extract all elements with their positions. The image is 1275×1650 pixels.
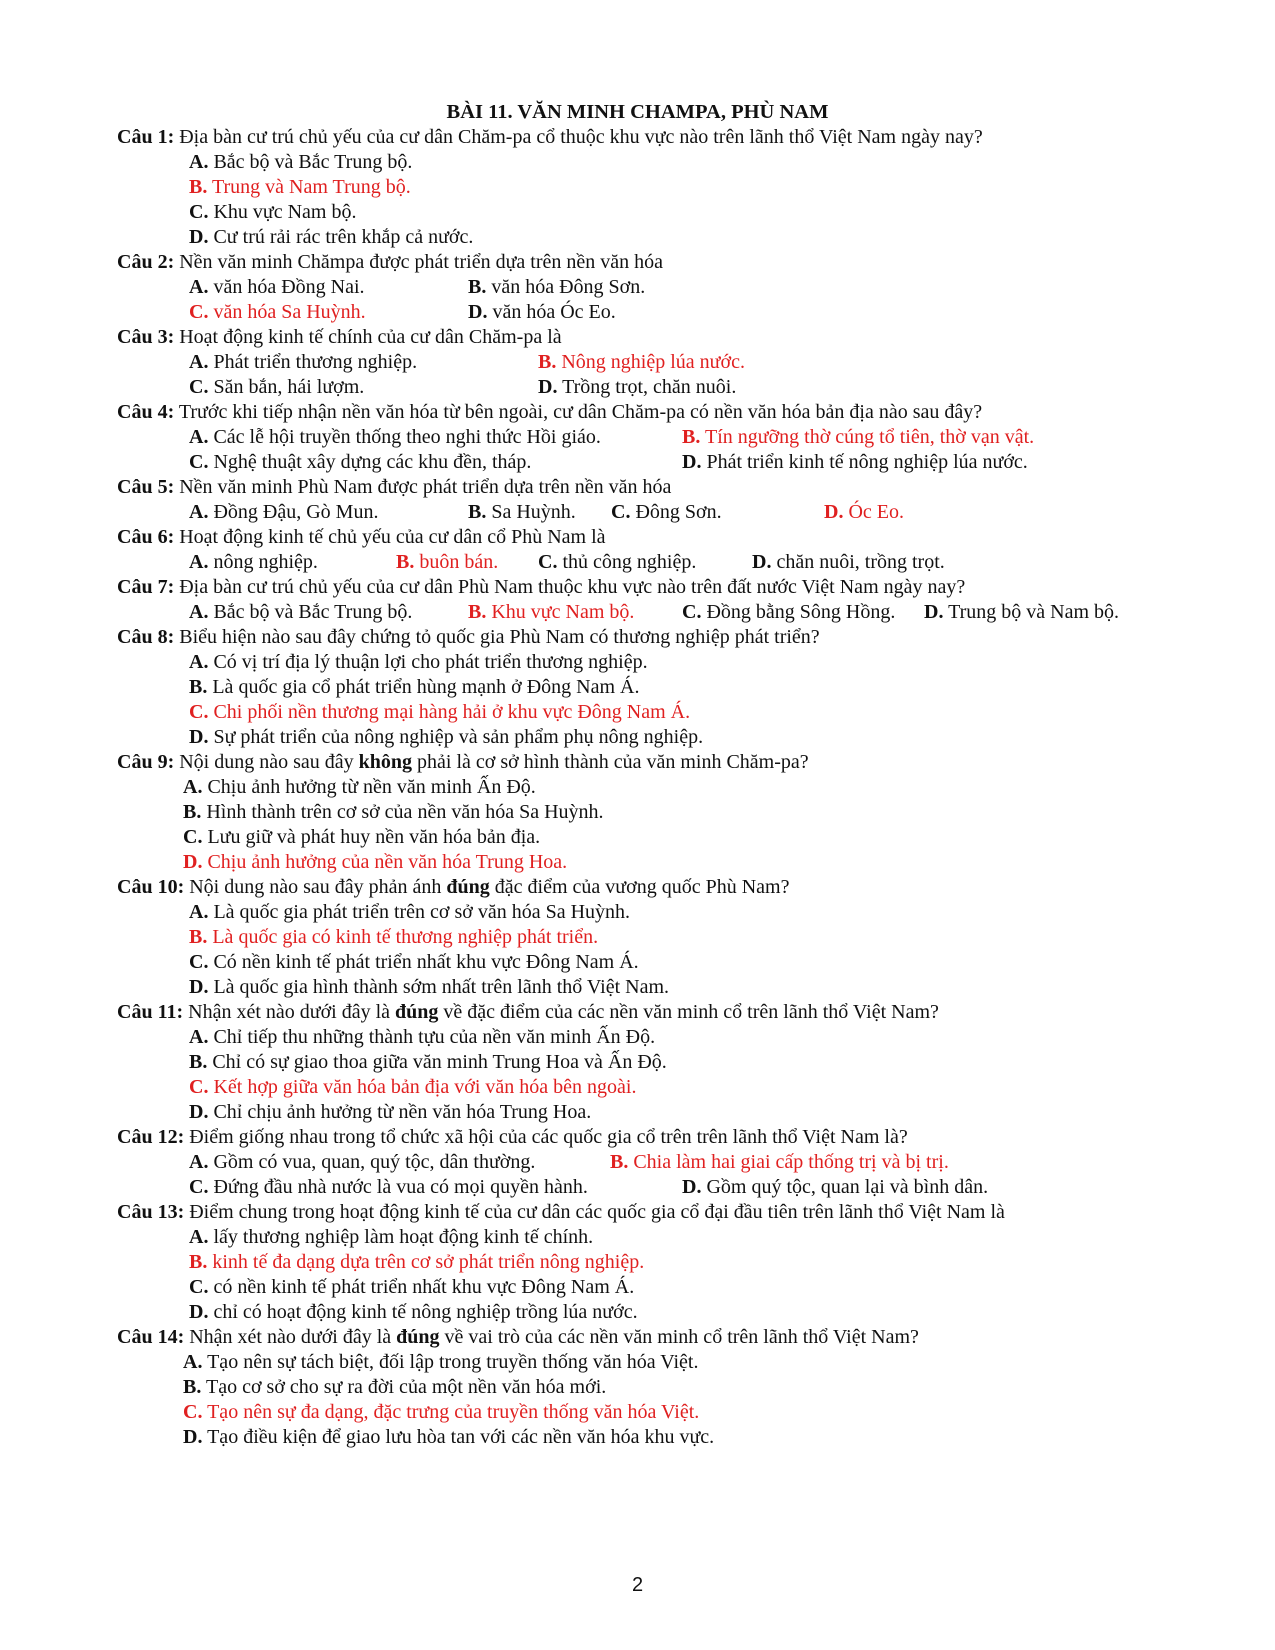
option-text: Đông Sơn. bbox=[635, 501, 722, 523]
option-text: Sa Huỳnh. bbox=[491, 501, 576, 523]
option-letter: C. bbox=[189, 201, 209, 223]
option-letter: A. bbox=[189, 651, 209, 673]
option-text: Chỉ chịu ảnh hưởng từ nền văn hóa Trung Hoa. bbox=[213, 1101, 592, 1123]
question-text bbox=[179, 751, 808, 773]
option-text: Các lễ hội truyền thống theo nghi thức Hồi giáo. bbox=[213, 426, 601, 448]
question-4 bbox=[117, 399, 982, 425]
answer-option-a[interactable] bbox=[183, 1349, 698, 1375]
option-letter: A. bbox=[189, 551, 209, 573]
question-text bbox=[179, 326, 561, 348]
option-letter: D. bbox=[924, 601, 944, 623]
option-letter: B. bbox=[610, 1151, 629, 1173]
question-text-part: Nhận xét nào dưới đây là bbox=[188, 1001, 396, 1023]
option-letter: B. bbox=[189, 176, 208, 198]
option-text: Đồng bằng Sông Hồng. bbox=[706, 601, 896, 623]
question-text-part: Nội dung nào sau đây phản ánh bbox=[189, 876, 447, 898]
question-text-part: Trước khi tiếp nhận nền văn hóa từ bên ngoài, cư dân Chăm-pa có nền văn hóa bản địa nào sau đây? bbox=[178, 401, 983, 423]
question-13 bbox=[117, 1199, 1005, 1225]
answer-option-b[interactable] bbox=[468, 499, 576, 525]
option-text: Óc Eo. bbox=[848, 501, 904, 523]
option-letter: C. bbox=[189, 451, 209, 473]
option-letter: C. bbox=[538, 551, 558, 573]
option-letter: B. bbox=[189, 1051, 208, 1073]
option-text: Gồm quý tộc, quan lại và bình dân. bbox=[706, 1176, 989, 1198]
question-text-part: Địa bàn cư trú chủ yếu của cư dân Chăm-pa cổ thuộc khu vực nào trên lãnh thổ Việt Nam ngày nay? bbox=[179, 126, 983, 148]
option-letter: D. bbox=[682, 451, 702, 473]
option-letter: B. bbox=[189, 676, 208, 698]
answer-option-a[interactable] bbox=[189, 499, 378, 525]
answer-option-b[interactable] bbox=[183, 799, 604, 825]
option-text: Nghệ thuật xây dựng các khu đền, tháp. bbox=[213, 451, 532, 473]
option-text: Phát triển thương nghiệp. bbox=[213, 351, 418, 373]
option-text: Tạo cơ sở cho sự ra đời của một nền văn hóa mới. bbox=[205, 1376, 607, 1398]
option-text: Tạo nên sự đa dạng, đặc trưng của truyền thống văn hóa Việt. bbox=[207, 1401, 700, 1423]
question-5 bbox=[117, 474, 671, 500]
answer-option-d[interactable] bbox=[538, 374, 736, 400]
answer-option-b[interactable] bbox=[538, 349, 745, 375]
answer-option-d[interactable] bbox=[189, 1299, 638, 1325]
answer-option-d[interactable] bbox=[682, 449, 1028, 475]
option-text: Khu vực Nam bộ. bbox=[213, 201, 357, 223]
option-text: Là quốc gia cổ phát triển hùng mạnh ở Đông Nam Á. bbox=[212, 676, 640, 698]
answer-option-b[interactable] bbox=[610, 1149, 949, 1175]
option-text: chăn nuôi, trồng trọt. bbox=[776, 551, 945, 573]
answer-option-a[interactable] bbox=[189, 599, 412, 625]
question-text-part: về đặc điểm của các nền văn minh cổ trên lãnh thổ Việt Nam? bbox=[438, 1001, 939, 1023]
page-title: BÀI 11. VĂN MINH CHAMPA, PHÙ NAM bbox=[446, 101, 829, 123]
answer-option-c[interactable] bbox=[183, 1399, 699, 1425]
question-text-part: về vai trò của các nền văn minh cổ trên lãnh thổ Việt Nam? bbox=[439, 1326, 919, 1348]
question-11 bbox=[117, 999, 939, 1025]
answer-option-c[interactable] bbox=[189, 949, 639, 975]
emphasis-word: đúng bbox=[396, 1326, 440, 1348]
option-letter: B. bbox=[468, 276, 487, 298]
option-text: Đồng Đậu, Gò Mun. bbox=[213, 501, 379, 523]
option-letter: B. bbox=[468, 601, 487, 623]
option-text: Là quốc gia phát triển trên cơ sở văn hóa Sa Huỳnh. bbox=[213, 901, 631, 923]
question-text bbox=[179, 126, 982, 148]
option-letter: D. bbox=[752, 551, 772, 573]
question-text-part: Hoạt động kinh tế chính của cư dân Chăm-pa là bbox=[179, 326, 562, 348]
option-letter: B. bbox=[396, 551, 415, 573]
answer-option-a[interactable] bbox=[189, 424, 601, 450]
answer-option-d[interactable] bbox=[682, 1174, 988, 1200]
option-text: văn hóa Đồng Nai. bbox=[213, 276, 365, 298]
question-text bbox=[189, 1201, 1005, 1223]
answer-option-c[interactable] bbox=[189, 299, 366, 325]
question-text-part: Nền văn minh Chămpa được phát triển dựa trên nền văn hóa bbox=[179, 251, 664, 273]
option-text: Chịu ảnh hưởng từ nền văn minh Ấn Độ. bbox=[207, 776, 536, 798]
option-letter: A. bbox=[189, 1026, 209, 1048]
option-letter: A. bbox=[189, 1151, 209, 1173]
question-number: Câu 2: bbox=[117, 251, 175, 273]
question-12 bbox=[117, 1124, 908, 1150]
option-letter: A. bbox=[189, 601, 209, 623]
option-text: có nền kinh tế phát triển nhất khu vực Đông Nam Á. bbox=[213, 1276, 635, 1298]
option-text: Bắc bộ và Bắc Trung bộ. bbox=[213, 151, 413, 173]
option-text: Trung bộ và Nam bộ. bbox=[948, 601, 1120, 623]
option-text: Tạo nên sự tách biệt, đối lập trong truyền thống văn hóa Việt. bbox=[207, 1351, 699, 1373]
option-letter: B. bbox=[183, 801, 202, 823]
question-number: Câu 9: bbox=[117, 751, 175, 773]
question-text bbox=[179, 626, 819, 648]
option-text: Hình thành trên cơ sở của nền văn hóa Sa Huỳnh. bbox=[206, 801, 604, 823]
option-text: Chia làm hai giai cấp thống trị và bị trị. bbox=[633, 1151, 949, 1173]
question-9 bbox=[117, 749, 809, 775]
option-text: Có vị trí địa lý thuận lợi cho phát triển thương nghiệp. bbox=[213, 651, 648, 673]
option-text: Là quốc gia hình thành sớm nhất trên lãnh thổ Việt Nam. bbox=[213, 976, 670, 998]
answer-option-d[interactable] bbox=[189, 974, 669, 1000]
question-number: Câu 5: bbox=[117, 476, 175, 498]
question-number: Câu 3: bbox=[117, 326, 175, 348]
answer-option-b[interactable] bbox=[468, 599, 634, 625]
option-text: buôn bán. bbox=[419, 551, 499, 573]
question-number: Câu 12: bbox=[117, 1126, 185, 1148]
question-text-part: phải là cơ sở hình thành của văn minh Chăm-pa? bbox=[412, 751, 809, 773]
question-text-part: Điểm giống nhau trong tổ chức xã hội của các quốc gia cổ trên trên lãnh thổ Việt Nam là? bbox=[189, 1126, 908, 1148]
option-text: văn hóa Đông Sơn. bbox=[491, 276, 646, 298]
option-letter: A. bbox=[183, 1351, 203, 1373]
option-text: thủ công nghiệp. bbox=[562, 551, 697, 573]
question-text-part: Nhận xét nào dưới đây là bbox=[189, 1326, 397, 1348]
answer-option-c[interactable] bbox=[189, 449, 531, 475]
question-number: Câu 8: bbox=[117, 626, 175, 648]
option-letter: A. bbox=[189, 151, 209, 173]
answer-option-c[interactable] bbox=[189, 374, 364, 400]
option-letter: C. bbox=[183, 1401, 203, 1423]
option-letter: D. bbox=[189, 1101, 209, 1123]
option-letter: D. bbox=[682, 1176, 702, 1198]
option-letter: A. bbox=[189, 501, 209, 523]
answer-option-c[interactable] bbox=[189, 1274, 634, 1300]
question-number: Câu 10: bbox=[117, 876, 185, 898]
question-text bbox=[179, 401, 982, 423]
question-number: Câu 14: bbox=[117, 1326, 185, 1348]
answer-option-a[interactable] bbox=[189, 1149, 535, 1175]
question-1 bbox=[117, 124, 983, 150]
option-letter: A. bbox=[189, 276, 209, 298]
option-letter: C. bbox=[183, 826, 203, 848]
question-text-part: Địa bàn cư trú chủ yếu của cư dân Phù Nam thuộc khu vực nào trên đất nước Việt Nam ngày nay? bbox=[179, 576, 966, 598]
answer-option-d[interactable] bbox=[468, 299, 616, 325]
option-text: Đứng đầu nhà nước là vua có mọi quyền hành. bbox=[213, 1176, 588, 1198]
option-text: Săn bắn, hái lượm. bbox=[213, 376, 365, 398]
option-letter: D. bbox=[468, 301, 488, 323]
question-text bbox=[188, 1001, 939, 1023]
answer-option-b[interactable] bbox=[682, 424, 1034, 450]
question-text-part: Nội dung nào sau đây bbox=[179, 751, 359, 773]
option-text: văn hóa Óc Eo. bbox=[492, 301, 616, 323]
answer-option-b[interactable] bbox=[183, 1374, 606, 1400]
question-text bbox=[179, 526, 605, 548]
question-text bbox=[179, 251, 663, 273]
option-letter: D. bbox=[538, 376, 558, 398]
option-text: Là quốc gia có kinh tế thương nghiệp phát triển. bbox=[212, 926, 599, 948]
question-number: Câu 4: bbox=[117, 401, 175, 423]
answer-option-c[interactable] bbox=[189, 699, 690, 725]
option-letter: D. bbox=[189, 226, 209, 248]
option-letter: B. bbox=[538, 351, 557, 373]
question-8 bbox=[117, 624, 820, 650]
answer-option-d[interactable] bbox=[183, 1424, 714, 1450]
option-text: Phát triển kinh tế nông nghiệp lúa nước. bbox=[706, 451, 1028, 473]
option-letter: C. bbox=[189, 701, 209, 723]
option-text: chỉ có hoạt động kinh tế nông nghiệp trồng lúa nước. bbox=[213, 1301, 638, 1323]
answer-option-c[interactable] bbox=[189, 199, 357, 225]
option-text: Nông nghiệp lúa nước. bbox=[561, 351, 745, 373]
option-text: Trung và Nam Trung bộ. bbox=[211, 176, 411, 198]
option-text: Sự phát triển của nông nghiệp và sản phẩm phụ nông nghiệp. bbox=[213, 726, 704, 748]
option-text: Chịu ảnh hưởng của nền văn hóa Trung Hoa. bbox=[207, 851, 568, 873]
answer-option-b[interactable] bbox=[189, 174, 411, 200]
option-letter: D. bbox=[183, 851, 203, 873]
option-letter: C. bbox=[189, 1076, 209, 1098]
option-text: Tạo điều kiện để giao lưu hòa tan với các nền văn hóa khu vực. bbox=[207, 1426, 715, 1448]
option-letter: B. bbox=[189, 926, 208, 948]
answer-option-b[interactable] bbox=[189, 924, 598, 950]
question-text bbox=[189, 1326, 919, 1348]
question-number: Câu 7: bbox=[117, 576, 175, 598]
option-text: Tín ngưỡng thờ cúng tổ tiên, thờ vạn vật. bbox=[704, 426, 1035, 448]
option-text: Chỉ tiếp thu những thành tựu của nền văn minh Ấn Độ. bbox=[213, 1026, 656, 1048]
question-14 bbox=[117, 1324, 919, 1350]
answer-option-c[interactable] bbox=[682, 599, 895, 625]
option-text: Chi phối nền thương mại hàng hải ở khu vực Đông Nam Á. bbox=[213, 701, 691, 723]
answer-option-d[interactable] bbox=[189, 724, 703, 750]
answer-option-d[interactable] bbox=[824, 499, 904, 525]
option-letter: D. bbox=[183, 1426, 203, 1448]
question-number: Câu 13: bbox=[117, 1201, 185, 1223]
option-letter: D. bbox=[189, 726, 209, 748]
question-text bbox=[189, 876, 789, 898]
answer-option-b[interactable] bbox=[468, 274, 645, 300]
question-6 bbox=[117, 524, 606, 550]
option-text: Lưu giữ và phát huy nền văn hóa bản địa. bbox=[207, 826, 541, 848]
answer-option-b[interactable] bbox=[396, 549, 498, 575]
option-letter: C. bbox=[189, 301, 209, 323]
option-text: Gồm có vua, quan, quý tộc, dân thường. bbox=[213, 1151, 536, 1173]
answer-option-b[interactable] bbox=[189, 1249, 644, 1275]
question-7 bbox=[117, 574, 965, 600]
page-number: 2 bbox=[631, 1574, 644, 1596]
question-text-part: đặc điểm của vương quốc Phù Nam? bbox=[489, 876, 790, 898]
answer-option-c[interactable] bbox=[611, 499, 722, 525]
option-letter: A. bbox=[189, 351, 209, 373]
option-text: kinh tế đa dạng dựa trên cơ sở phát triển nông nghiệp. bbox=[212, 1251, 645, 1273]
option-text: văn hóa Sa Huỳnh. bbox=[213, 301, 366, 323]
option-text: Cư trú rải rác trên khắp cả nước. bbox=[213, 226, 474, 248]
question-text-part: Hoạt động kinh tế chủ yếu của cư dân cổ Phù Nam là bbox=[179, 526, 606, 548]
answer-option-a[interactable] bbox=[189, 274, 365, 300]
option-text: Khu vực Nam bộ. bbox=[491, 601, 635, 623]
question-text-part: Điểm chung trong hoạt động kinh tế của cư dân các quốc gia cổ đại đầu tiên trên lãnh thổ Việt Nam là bbox=[189, 1201, 1005, 1223]
question-10 bbox=[117, 874, 789, 900]
answer-option-d[interactable] bbox=[924, 599, 1119, 625]
answer-option-a[interactable] bbox=[189, 149, 412, 175]
option-letter: B. bbox=[189, 1251, 208, 1273]
question-text bbox=[189, 1126, 907, 1148]
answer-option-a[interactable] bbox=[189, 1024, 655, 1050]
option-text: lấy thương nghiệp làm hoạt động kinh tế chính. bbox=[213, 1226, 594, 1248]
answer-option-a[interactable] bbox=[189, 549, 318, 575]
option-letter: A. bbox=[189, 1226, 209, 1248]
option-text: nông nghiệp. bbox=[213, 551, 318, 573]
answer-option-c[interactable] bbox=[183, 824, 540, 850]
option-letter: B. bbox=[682, 426, 701, 448]
question-text-part: Nền văn minh Phù Nam được phát triển dựa trên nền văn hóa bbox=[179, 476, 672, 498]
option-text: Kết hợp giữa văn hóa bản địa với văn hóa bên ngoài. bbox=[213, 1076, 637, 1098]
answer-option-a[interactable] bbox=[189, 349, 417, 375]
question-text-part: Biểu hiện nào sau đây chứng tỏ quốc gia Phù Nam có thương nghiệp phát triển? bbox=[179, 626, 820, 648]
option-letter: A. bbox=[183, 776, 203, 798]
question-2 bbox=[117, 249, 663, 275]
option-letter: D. bbox=[189, 976, 209, 998]
option-letter: D. bbox=[824, 501, 844, 523]
emphasis-word: đúng bbox=[446, 876, 490, 898]
option-letter: C. bbox=[189, 1276, 209, 1298]
answer-option-c[interactable] bbox=[189, 1174, 588, 1200]
option-letter: C. bbox=[189, 951, 209, 973]
answer-option-d[interactable] bbox=[752, 549, 945, 575]
question-number: Câu 11: bbox=[117, 1001, 184, 1023]
option-text: Bắc bộ và Bắc Trung bộ. bbox=[213, 601, 413, 623]
question-3 bbox=[117, 324, 562, 350]
answer-option-c[interactable] bbox=[538, 549, 696, 575]
option-letter: A. bbox=[189, 426, 209, 448]
option-letter: B. bbox=[468, 501, 487, 523]
question-number: Câu 1: bbox=[117, 126, 175, 148]
question-text bbox=[179, 476, 671, 498]
option-letter: B. bbox=[183, 1376, 202, 1398]
emphasis-word: đúng bbox=[395, 1001, 439, 1023]
emphasis-word: không bbox=[358, 751, 413, 773]
option-letter: A. bbox=[189, 901, 209, 923]
question-number: Câu 6: bbox=[117, 526, 175, 548]
option-letter: C. bbox=[189, 1176, 209, 1198]
option-text: Chỉ có sự giao thoa giữa văn minh Trung Hoa và Ấn Độ. bbox=[212, 1051, 667, 1073]
answer-option-d[interactable] bbox=[189, 224, 473, 250]
option-letter: C. bbox=[189, 376, 209, 398]
answer-option-c[interactable] bbox=[189, 1074, 636, 1100]
answer-option-a[interactable] bbox=[189, 1224, 593, 1250]
option-text: Trồng trọt, chăn nuôi. bbox=[562, 376, 737, 398]
answer-option-d[interactable] bbox=[183, 849, 567, 875]
answer-option-a[interactable] bbox=[183, 774, 536, 800]
answer-option-b[interactable] bbox=[189, 1049, 667, 1075]
option-text: Có nền kinh tế phát triển nhất khu vực Đông Nam Á. bbox=[213, 951, 639, 973]
option-letter: D. bbox=[189, 1301, 209, 1323]
option-letter: C. bbox=[682, 601, 702, 623]
answer-option-a[interactable] bbox=[189, 649, 648, 675]
answer-option-d[interactable] bbox=[189, 1099, 591, 1125]
answer-option-b[interactable] bbox=[189, 674, 639, 700]
option-letter: C. bbox=[611, 501, 631, 523]
question-text bbox=[179, 576, 965, 598]
answer-option-a[interactable] bbox=[189, 899, 630, 925]
